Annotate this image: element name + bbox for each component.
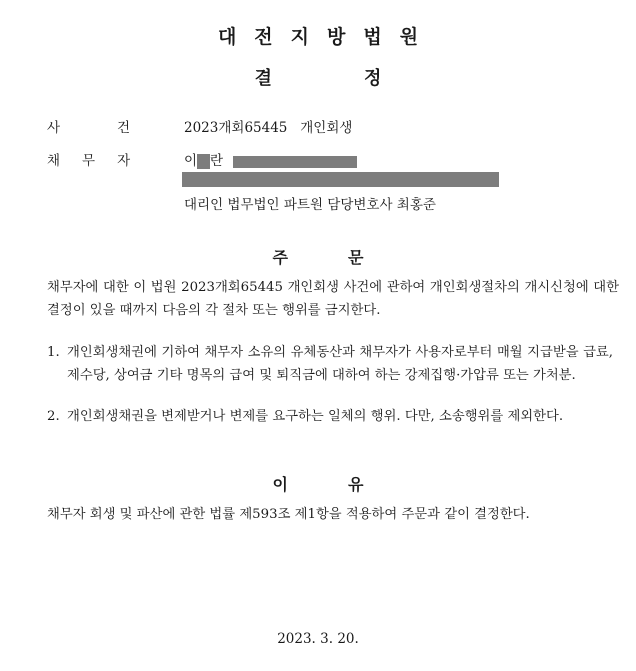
debtor-name-suffix: 란 [210, 153, 224, 169]
agent-info: 대리인 법무법인 파트원 담당변호사 최홍준 [184, 197, 436, 213]
court-name: 대전지방법원 [217, 26, 437, 48]
debtor-label: 채무자 [47, 153, 153, 169]
debtor-name [184, 149, 357, 169]
order-item-number: 2. [47, 409, 60, 424]
order-item-text: 개인회생채권에 기하여 채무자 소유의 유체동산과 채무자가 사용자로부터 매월 지급받을 급료, 제수당, 상여금 기타 명목의 급여 및 퇴직금에 대하여 하는 강제집행·가압류 또는 가처분. [67, 345, 613, 383]
document-type: 결정 [254, 68, 474, 89]
redaction-block [182, 172, 499, 187]
redaction-block [197, 154, 210, 169]
reason-heading: 이유 [272, 475, 424, 494]
order-item-number: 1. [47, 345, 60, 360]
order-item-text: 개인회생채권을 변제받거나 변제를 요구하는 일체의 행위. 다만, 소송행위를 제외한다. [67, 409, 564, 424]
order-body: 채무자에 대한 이 법원 2023개회65445 개인회생 사건에 관하여 개인회생절차의 개시신청에 대한 결정이 있을 때까지 다음의 각 절차 또는 행위를 금지한다. [47, 280, 619, 318]
reason-body: 채무자 회생 및 파산에 관한 법률 제593조 제1항을 적용하여 주문과 같이 결정한다. [47, 507, 530, 522]
case-label: 사건 [47, 120, 188, 136]
order-item [47, 341, 613, 387]
debtor-name-prefix: 이 [184, 153, 198, 169]
order-item [47, 405, 613, 428]
case-value: 2023개회65445 개인회생 [184, 120, 353, 136]
decision-date: 2023. 3. 20. [277, 631, 359, 647]
order-heading: 주문 [272, 248, 424, 267]
redaction-block [233, 156, 357, 168]
